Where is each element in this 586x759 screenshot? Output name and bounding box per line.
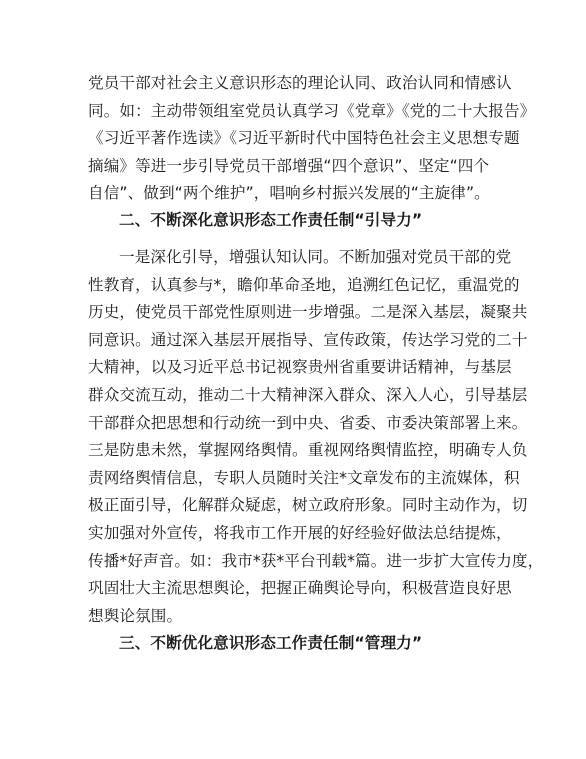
paragraph-line: 群众交流互动，推动二十大精神深入群众、深入人心，引导基层 [88,385,528,404]
paragraph-line: 《习近平著作选读》《习近平新时代中国特色社会主义思想专题 [88,129,520,148]
paragraph-line: 摘编》等进一步引导党员干部增强“四个意识”、坚定“四个 [88,156,490,175]
paragraph-line: 极正面引导，化解群众疑虑，树立政府形象。同时主动作为，切 [88,496,528,515]
section-heading-text: 三、不断优化意识形态工作责任制“管理力” [119,634,423,652]
paragraph-line: 同意识。通过深入基层开展指导、宣传政策，传达学习党的二十 [88,330,528,349]
paragraph-line: 性教育，认真参与*，瞻仰革命圣地，追溯红色记忆，重温党的 [88,275,520,294]
body-paragraph [88,244,544,630]
paragraph-line: 干部群众把思想和行动统一到中央、省委、市委决策部署上来。 [88,413,528,432]
paragraph-line: 党员干部对社会主义意识形态的理论认同、政治认同和情感认 [88,74,512,92]
paragraph-line: 巩固壮大主流思想舆论，把握正确舆论导向，积极营造良好思 [88,579,512,598]
paragraph-line: 同。如：主动带领组室党员认真学习《党章》《党的二十大报告》 [88,101,536,120]
paragraph-line: 历史，使党员干部党性原则进一步增强。二是深入基层，凝聚共 [88,303,528,322]
paragraph-line: 一是深化引导，增强认知认同。不断加强对党员干部的党 [119,248,512,266]
section-heading [88,207,508,235]
section-heading-text: 二、不断深化意识形态工作责任制“引导力” [119,211,423,229]
paragraph-line: 三是防患未然，掌握网络舆情。重视网络舆情监控，明确专人负 [88,441,528,460]
paragraph-line: 责网络舆情信息，专职人员随时关注*文章发布的主流媒体，积 [88,468,520,487]
paragraph-line: 想舆论氛围。 [88,606,183,625]
paragraph-line: 实加强对外宣传，将我市工作开展的好经验好做法总结提炼， [88,523,512,542]
paragraph-line: 大精神，以及习近平总书记视察贵州省重要讲话精神，与基层 [88,358,512,377]
body-paragraph [88,70,536,208]
section-heading [88,630,508,658]
paragraph-line: 传播*好声音。如：我市*获*平台刊载*篇。进一步扩大宣传力度， [88,551,544,570]
paragraph-line: 自信”、做到“两个维护”，唱响乡村振兴发展的“主旋律”。 [88,184,490,203]
